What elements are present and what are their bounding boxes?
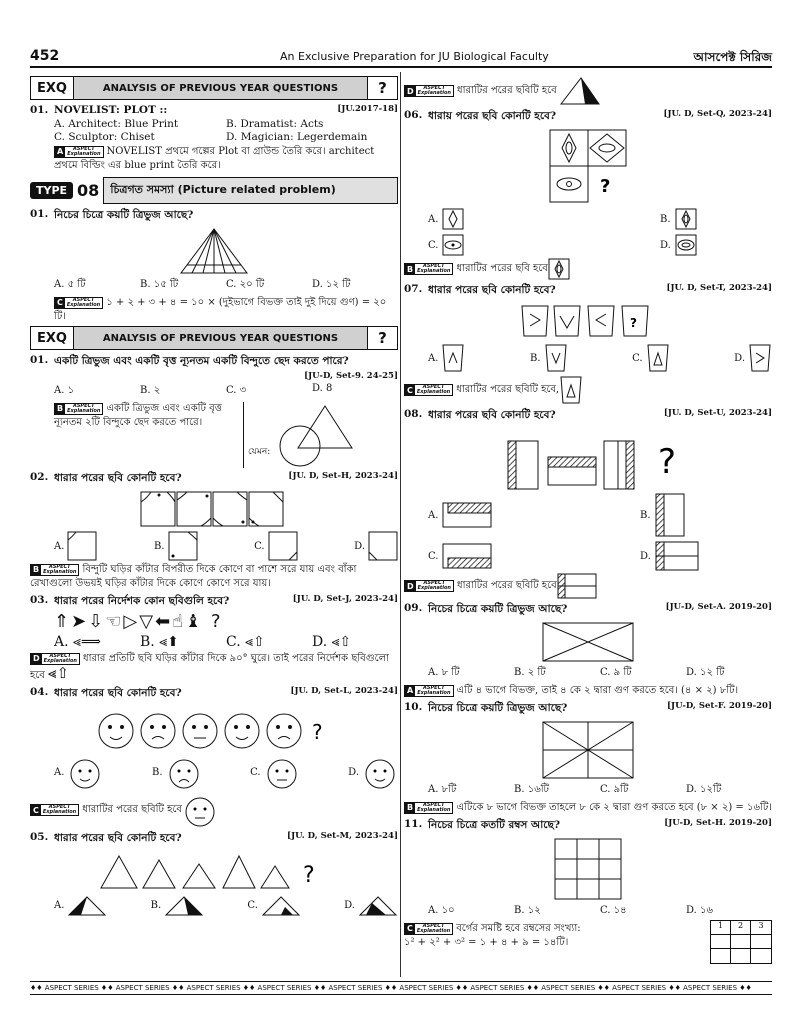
options: A. ১০ B. ১২ C. ১৪ D. ১৬ <box>428 905 714 916</box>
options: A. ১ B. ২ C. ৩ D. 8 <box>54 383 333 396</box>
shape-grid-figure <box>548 128 628 206</box>
answer-badge: A ASPECT Explanation <box>404 685 454 697</box>
left-column: EXQ ANALYSIS OF PREVIOUS YEAR QUESTIONS ? 01. NOVELIST: PLOT :: [JU.2017-18] A. Architect: Blue Print B. Dramatist: Acts C. Sculptor: Chiset D. Magician: Legerdemain A ASPECT Explanation NOVELIST প্রথমে গল্পের Plot বা গ্রাউন্ড তৈরি করে। architect প্রথমে বিল্ডিং এর blue print তৈরি করে। TYPE 08 চিত্রগত সমস্যা (Picture related problem) 01. নিচের চিত্রে কয়টি ত্রিভুজ আছে? A. ৫ টি B. ১৫ টি C. ২০ টি D. ১২ টি C ASPECT Explanation ১ + ২ + ৩ + ৪ = ১০ × (দুইভাগে বিভক্ত তাই দুই দিয়ে গুণ) = ২০ টি। EXQ ANALYSIS OF PREVIOUS YEAR QUESTIONS ? 01. একটি ত্রিভুজ এবং একটি বৃত্ত ন্যূনতম একটি বিন্দুতে ছেদ করতে পারে? [JU-D, Set-9. 24-25] A. ১ B. ২ C. ৩ D. 8 B ASPECT Explanation একটি ত্রিভুজ এবং একটি বৃত্ত ন্যূনতম ২টি বিন্দুকে ছেদ করতে পারে। যেমন: 02. ধারার পরের ছবি কোনটি হবে? [JU. D, Set-H, 2023-24] A. B. C. D. B ASPECT Explanation বিন্দুটি ঘড়ির কাঁটার বিপরীত দিকে কোণে বা পাশে সরে যায় এবং বাঁকা রেখাগুলো উভয়ই ঘড়ির কাঁটার দিকে কোণে কোণে সরে যায়। 03. ধারার পরের নির্দেশক কোন ছবিগুলি হবে? [JU. D, Set-J, 2023-24] ⇑➤⇩☜▷▽⬅☝♝ ? A. ⪡⟹ B. ⪡⬆ C. ⪡⇧ D. ⪡⇧ D ASPECT Explanation ধারার প্রতিটি ছবি ঘড়ির কাঁটার দিকে ৯০° ঘুরে। তাই পরের নির্দেশক ছবিগুলো হবে ⪡⇧ 04. ধারার পরের ছবি কোনটি হবে? [JU. D, Set-L, 2023-24] ? A. B. C. D. C ASPECT Explanation ধারাটির পরের ছবিটি হবে 05. ধারার পরের ছবি কোনটি হবে? [JU. D, Set-M, 2023-24] ? A. B. C. D. <box>30 74 398 917</box>
question-heading: 07. ধারার পরের ছবি কোনটি হবে? [JU. D, Set-T, 2023-24] <box>404 283 772 296</box>
explanation: D ASPECT Explanation ধারাটির পরের ছবিটি হবে <box>404 76 772 106</box>
divided-rectangle-figure <box>541 720 635 780</box>
question-heading: 01. NOVELIST: PLOT :: [JU.2017-18] <box>30 104 398 116</box>
question-icon: ? <box>367 77 397 99</box>
svg-text:?: ? <box>312 720 323 744</box>
question-heading: 01. নিচের চিত্রে কয়টি ত্রিভুজ আছে? <box>30 208 194 221</box>
question-heading: 11. নিচের চিত্রে কতটি রম্বস আছে? [JU-D, Set-H. 2019-20] <box>404 818 772 831</box>
explanation: B ASPECT Explanation এটিকে ৮ ভাগে বিভক্ত তাহলে ৮ কে ২ দ্বারা গুণ করতে হবে (৮ × ২) = ১৬টি। <box>404 801 772 815</box>
option-figures: A. B. C. D. <box>30 531 398 561</box>
exq-tag: EXQ <box>31 77 74 99</box>
svg-text:?: ? <box>630 316 637 330</box>
option-figures: A. B. C. D. <box>404 208 772 256</box>
explanation: A ASPECT Explanation NOVELIST প্রথমে গল্পের Plot বা গ্রাউন্ড তৈরি করে। architect প্রথমে বিল্ডিং এর blue print তৈরি করে। <box>54 145 375 171</box>
answer-badge: C ASPECT Explanation <box>54 297 103 309</box>
options: A. ⪡⟹ B. ⪡⬆ C. ⪡⇧ D. ⪡⇧ <box>54 634 352 650</box>
header-title: An Exclusive Preparation for JU Biological Faculty <box>280 50 549 63</box>
answer-badge: A ASPECT Explanation <box>54 146 104 158</box>
svg-text:?: ? <box>658 442 677 482</box>
explanation: B ASPECT Explanation ধারাটির পরের ছবি হবে <box>404 258 772 280</box>
option-figures: A. B. C. D. <box>30 893 398 917</box>
answer-badge: C ASPECT Explanation <box>30 804 79 816</box>
explanation: C ASPECT Explanation বর্গের সমষ্টি হবে রম্বসের সংখ্যা: ১² + ২² + ৩² = ১ + ৪ + ৯ = ১৪টি। <box>404 922 581 948</box>
answer-badge: D ASPECT Explanation <box>30 653 80 665</box>
type-tag: TYPE <box>30 182 73 199</box>
question-heading: 03. ধারার পরের নির্দেশক কোন ছবিগুলি হবে? [JU. D, Set-J, 2023-24] <box>30 594 398 607</box>
options: A. ৫ টি B. ১৫ টি C. ২০ টি D. ১২ টি <box>54 279 351 290</box>
series-name: আসপেক্ট সিরিজ <box>693 50 772 64</box>
type-number: 08 <box>77 181 100 200</box>
question-heading: 10. নিচের চিত্রে কয়টি ত্রিভুজ আছে? [JU-D, Set-F. 2019-20] <box>404 701 772 714</box>
question-heading: 08. ধারার পরের ছবি কোনটি হবে? [JU. D, Set-U, 2023-24] <box>404 408 772 421</box>
answer-badge: D ASPECT Explanation <box>404 85 454 97</box>
question-heading: 01. একটি ত্রিভুজ এবং একটি বৃত্ত ন্যূনতম একটি বিন্দুতে ছেদ করতে পারে? <box>30 354 349 367</box>
grid-figure <box>553 837 623 901</box>
type-heading <box>30 177 398 204</box>
crossed-rectangle-figure <box>541 621 635 663</box>
type-title: চিত্রগত সমস্যা (Picture related problem) <box>103 177 398 204</box>
explanation: D ASPECT Explanation ধারাটির পরের ছবিটি হবে <box>404 573 772 599</box>
explanation-row: B ASPECT Explanation একটি ত্রিভুজ এবং একটি বৃত্ত ন্যূনতম ২টি বিন্দুকে ছেদ করতে পারে। যেমন: <box>30 400 398 468</box>
explanation: C ASPECT Explanation ধারাটির পরের ছবিটি হবে, <box>404 375 772 405</box>
svg-text:?: ? <box>303 863 315 888</box>
banner-title: ANALYSIS OF PREVIOUS YEAR QUESTIONS <box>74 77 367 99</box>
answer-badge: B ASPECT Explanation <box>404 263 453 275</box>
question-heading: 09. নিচের চিত্রে কয়টি ত্রিভুজ আছে? [JU-D, Set-A. 2019-20] <box>404 602 772 615</box>
face-sequence-figure <box>94 705 334 751</box>
arrow-sequence: ⇑➤⇩☜▷▽⬅☝♝ ? <box>54 611 223 632</box>
svg-text:?: ? <box>600 176 611 197</box>
question-icon: ? <box>367 327 397 349</box>
question-heading: 06. ধারায় পরের ছবি কোনটি হবে? [JU. D, Set-Q, 2023-24] <box>404 109 772 122</box>
question-heading: 04. ধারার পরের ছবি কোনটি হবে? [JU. D, Set-L, 2023-24] <box>30 686 398 699</box>
options: A. Architect: Blue Print B. Dramatist: Acts C. Sculptor: Chiset D. Magician: Legerdemain <box>54 118 368 143</box>
exq-banner-2: EXQ ANALYSIS OF PREVIOUS YEAR QUESTIONS ? <box>30 326 398 350</box>
page-number: 452 <box>30 48 60 64</box>
explanation-row <box>404 920 772 964</box>
explanation: B ASPECT Explanation একটি ত্রিভুজ এবং একটি বৃত্ত ন্যূনতম ২টি বিন্দুকে ছেদ করতে পারে। <box>54 402 244 468</box>
option-figures: A. B. C. D. <box>30 754 398 790</box>
question-heading: 05. ধারার পরের ছবি কোনটি হবে? [JU. D, Set-M, 2023-24] <box>30 831 398 844</box>
explanation: D ASPECT Explanation ধারার প্রতিটি ছবি ঘড়ির কাঁটার দিকে ৯০° ঘুরে। তাই পরের নির্দেশক ছবিগুলো হবে ⪡⇧ <box>30 652 389 682</box>
right-column <box>404 74 772 964</box>
explanation: A ASPECT Explanation এটি ৪ ভাগে বিভক্ত, তাই ৪ কে ২ দ্বারা গুণ করতে হবে। (৪ × ২) ৮টি। <box>404 684 772 698</box>
answer-badge: C ASPECT Explanation <box>404 923 453 935</box>
block-sequence-figure <box>468 427 708 491</box>
cup-sequence-figure <box>518 302 658 340</box>
explanation: B ASPECT Explanation বিন্দুটি ঘড়ির কাঁটার বিপরীত দিকে কোণে বা পাশে সরে যায় এবং বাঁকা রেখাগুলো উভয়ই ঘড়ির কাঁটার দিকে কোণে কোণে সরে যায়। <box>30 563 357 589</box>
mountain-sequence-figure <box>99 850 329 890</box>
explanation: C ASPECT Explanation ধারাটির পরের ছবিটি হবে <box>30 792 398 828</box>
page-footer: ♦♦ ASPECT SERIES ♦♦ ASPECT SERIES ♦♦ ASPECT SERIES ♦♦ ASPECT SERIES ♦♦ ASPECT SERIES ♦♦ ASPECT SERIES ♦♦ ASPECT SERIES ♦♦ ASPECT SERIES ♦♦ ASPECT SERIES ♦♦ ASPECT SERIES ♦♦ <box>30 981 772 995</box>
numbered-grid: 1 2 3 <box>710 920 772 964</box>
page-header <box>30 46 772 68</box>
question-heading: 02. ধারার পরের ছবি কোনটি হবে? [JU. D, Set-H, 2023-24] <box>30 471 398 484</box>
exq-banner <box>30 76 398 100</box>
triangle-figure <box>179 227 249 275</box>
answer-badge: B ASPECT Explanation <box>404 802 453 814</box>
option-figures: A. B. C. D. <box>404 493 772 571</box>
column-divider <box>400 72 401 977</box>
circle-triangle-figure <box>270 400 360 468</box>
option-figures: A. B. C. D. <box>404 343 772 373</box>
answer-badge: B ASPECT Explanation <box>30 564 79 576</box>
explanation: C ASPECT Explanation ১ + ২ + ৩ + ৪ = ১০ × (দুইভাগে বিভক্ত তাই দুই দিয়ে গুণ) = ২০ টি। <box>54 296 387 322</box>
answer-badge: C ASPECT Explanation <box>404 384 453 396</box>
answer-badge: B ASPECT Explanation <box>54 403 103 415</box>
answer-badge: D ASPECT Explanation <box>404 580 454 592</box>
options: A. ৮টি B. ১৬টি C. ৯টি D. ১২টি <box>428 784 722 795</box>
square-sequence-figure <box>139 490 289 528</box>
options: A. ৮ টি B. ২ টি C. ৯ টি D. ১২ টি <box>428 667 725 678</box>
